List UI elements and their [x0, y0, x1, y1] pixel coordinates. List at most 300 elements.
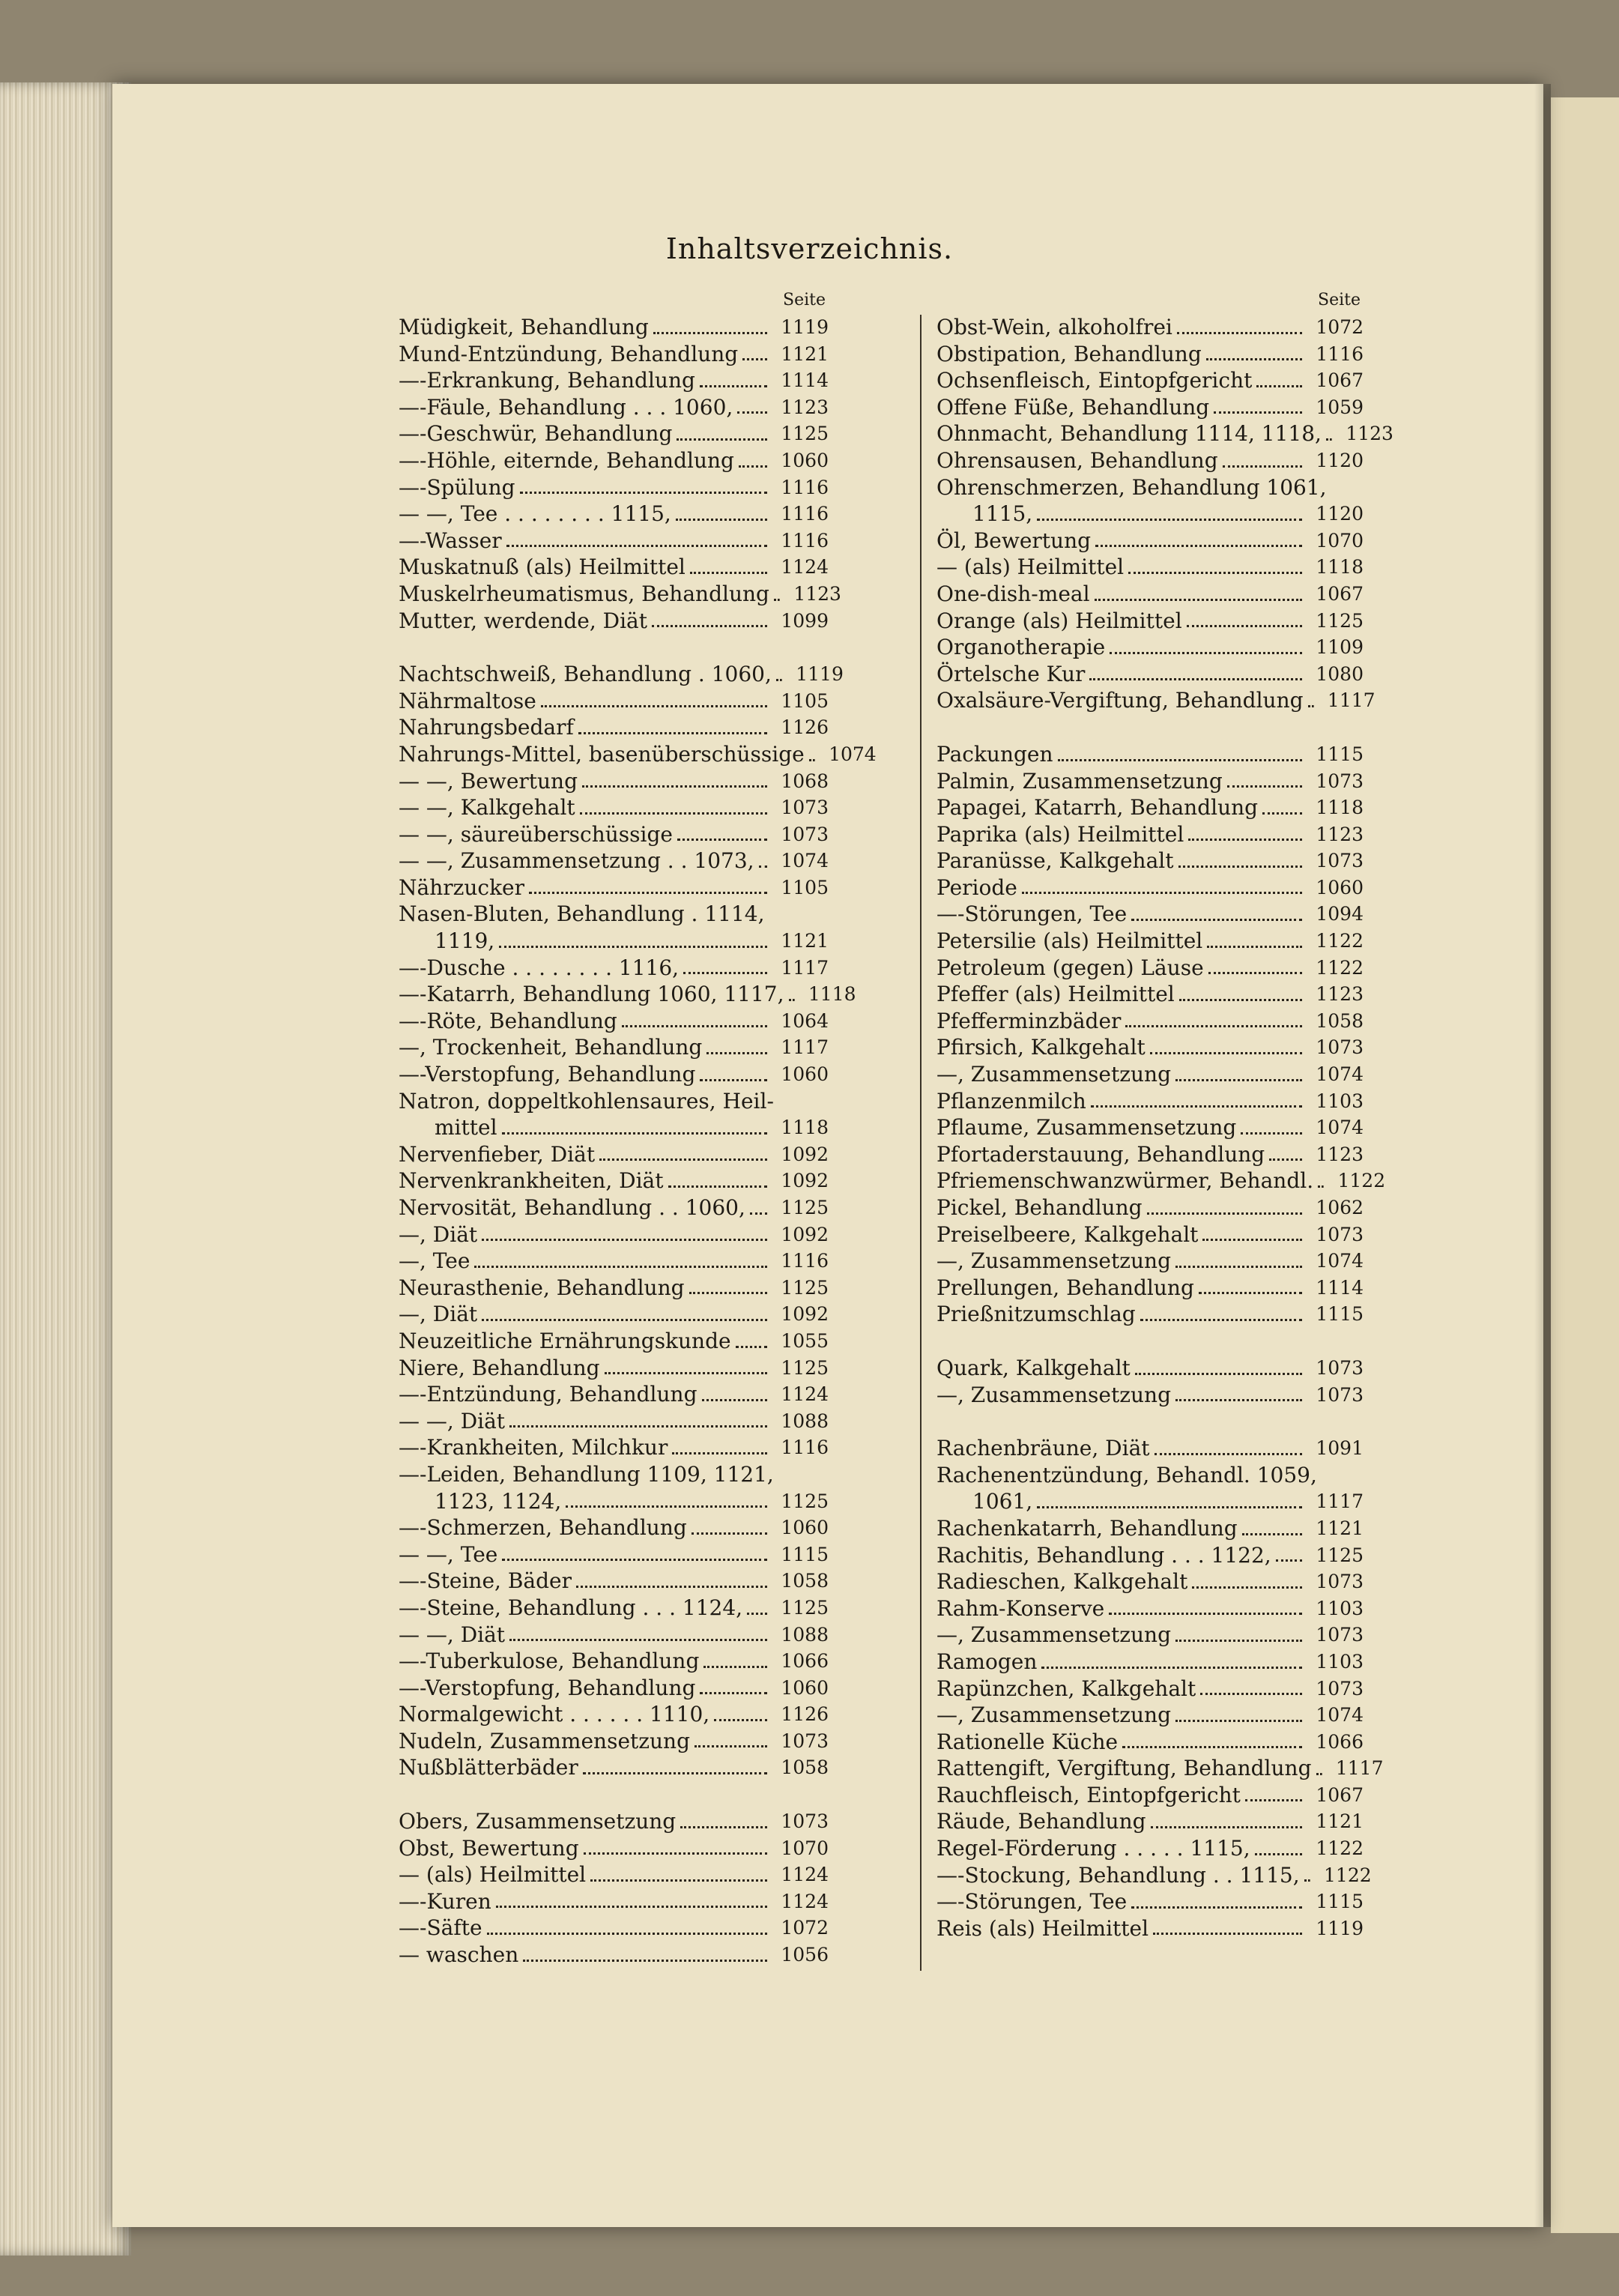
dot-leader: [1308, 705, 1314, 707]
page-number: 1092: [781, 1143, 829, 1165]
index-entry: [399, 1942, 829, 1969]
index-term: Nußblätterbäder: [399, 1755, 578, 1780]
index-term: Örtelsche Kur: [936, 661, 1086, 686]
page-number: 1074: [1316, 1250, 1364, 1272]
dot-leader: [1175, 1399, 1302, 1401]
index-term: —-Wasser: [399, 528, 502, 553]
index-term: Pfefferminzbäder: [936, 1008, 1122, 1033]
index-term: Prießnitzumschlag: [936, 1302, 1136, 1327]
dot-leader: [541, 705, 767, 707]
index-term: Pflaume, Zusammensetzung: [936, 1115, 1237, 1141]
index-entry: [936, 1515, 1364, 1542]
index-entry: [936, 1542, 1364, 1569]
dot-leader: [584, 1852, 767, 1855]
dot-leader: [700, 1692, 767, 1694]
dot-leader: [689, 1292, 767, 1294]
index-term: Normalgewicht . . . . . . 1110,: [399, 1702, 710, 1727]
index-term: Paranüsse, Kalkgehalt: [936, 848, 1174, 874]
page-number: 1126: [781, 1703, 829, 1726]
page-number: 1117: [781, 956, 829, 979]
page-number: 1124: [781, 1890, 829, 1912]
page-number: 1088: [781, 1410, 829, 1432]
index-term: — —, Diät: [399, 1408, 506, 1434]
index-term: Niere, Behandlung: [399, 1355, 600, 1380]
index-entry: [399, 554, 829, 581]
index-entry: [936, 1034, 1364, 1061]
index-entry: [936, 661, 1364, 688]
dot-leader: [1179, 999, 1302, 1001]
index-term: Nährmaltose: [399, 688, 536, 713]
page-number: 1060: [781, 1063, 829, 1086]
dot-leader: [742, 358, 767, 360]
dot-leader: [809, 759, 815, 761]
index-entry: [399, 1061, 829, 1088]
page-number: 1115: [1316, 1891, 1364, 1913]
dot-leader: [1206, 358, 1302, 360]
index-entry: [399, 1622, 829, 1649]
index-entry: [399, 1328, 829, 1355]
index-entry: [399, 714, 829, 741]
dot-leader: [482, 1239, 767, 1241]
dot-leader: [1095, 545, 1302, 547]
dot-leader: [1214, 411, 1302, 414]
index-entry: [399, 955, 829, 982]
index-term: Pfortaderstauung, Behandlung: [936, 1141, 1265, 1167]
dot-leader: [1175, 1640, 1302, 1642]
page-number: 1122: [1337, 1170, 1386, 1192]
dot-leader: [747, 1613, 767, 1615]
dot-leader: [1095, 599, 1302, 601]
page-number: 1124: [781, 556, 829, 578]
dot-leader: [1110, 652, 1302, 654]
dot-leader: [1175, 1266, 1302, 1268]
index-term: Preiselbeere, Kalkgehalt: [936, 1221, 1199, 1247]
index-term: Neuzeitliche Ernährungskunde: [399, 1328, 731, 1353]
index-term: —-Stockung, Behandlung . . 1115,: [936, 1862, 1300, 1888]
index-entry: [399, 1221, 829, 1248]
index-term: —, Zusammensetzung: [936, 1382, 1171, 1407]
index-entry: [936, 1167, 1386, 1194]
index-term: Petroleum (gegen) Läuse: [936, 955, 1204, 980]
index-term: Oxalsäure-Vergiftung, Behandlung: [936, 688, 1304, 713]
index-entry: [399, 794, 829, 821]
index-entry: [936, 848, 1364, 874]
dot-leader: [737, 411, 767, 414]
page-column-label: Seite: [1318, 291, 1361, 309]
index-entry: [399, 501, 829, 528]
index-entry: [399, 1434, 829, 1461]
index-entry: [399, 1141, 829, 1168]
dot-leader: [1255, 1853, 1302, 1855]
index-term: Ramogen: [936, 1649, 1038, 1674]
page-number: 1094: [1316, 903, 1364, 925]
index-entry: [936, 1355, 1364, 1382]
index-term: 1061,: [972, 1489, 1033, 1514]
dot-leader: [499, 946, 767, 948]
index-term: —-Leiden, Behandlung 1109, 1121,: [399, 1461, 774, 1487]
index-entry: [936, 901, 1364, 928]
dot-leader: [680, 1826, 767, 1828]
index-entry: [399, 1835, 829, 1862]
page-number: 1121: [781, 342, 829, 365]
index-entry: [936, 1114, 1364, 1141]
index-term: Petersilie (als) Heilmittel: [936, 928, 1203, 954]
index-term: —-Steine, Bäder: [399, 1568, 572, 1594]
index-term: Orange (als) Heilmittel: [936, 608, 1182, 633]
index-term: — (als) Heilmittel: [399, 1862, 587, 1888]
dot-leader: [706, 1052, 767, 1054]
dot-leader: [652, 625, 767, 627]
index-column-left: [399, 291, 877, 1969]
index-entry: [936, 581, 1364, 608]
dot-leader: [694, 1745, 767, 1747]
dot-leader: [1245, 1799, 1302, 1801]
book-page-edges: [0, 82, 131, 2256]
index-term: —, Zusammensetzung: [936, 1622, 1171, 1648]
dot-leader: [509, 1425, 767, 1428]
page-number: 1115: [781, 1543, 829, 1565]
index-entry: [399, 581, 841, 608]
dot-leader: [622, 1025, 767, 1027]
page-number: 1123: [1346, 423, 1393, 445]
index-term: —, Zusammensetzung: [936, 1062, 1171, 1087]
page-number: 1073: [1316, 1571, 1364, 1593]
index-entry: [399, 821, 829, 848]
index-entry: [936, 794, 1364, 821]
index-entry: [936, 1755, 1384, 1782]
index-term: Räude, Behandlung: [936, 1809, 1146, 1834]
index-term: —-Katarrh, Behandlung 1060, 1117,: [399, 982, 784, 1007]
page-number: 1073: [781, 1810, 829, 1833]
page-number: 1114: [781, 369, 829, 392]
dot-leader: [605, 1372, 767, 1374]
index-entry: [936, 687, 1376, 714]
page-number: 1060: [781, 449, 829, 471]
spine-shadow: [1534, 84, 1551, 2227]
index-entry: [936, 1888, 1364, 1915]
index-term: 1123, 1124,: [435, 1488, 562, 1514]
index-term: —-Fäule, Behandlung . . . 1060,: [399, 394, 733, 420]
page-number: 1068: [781, 770, 829, 792]
index-term: —-Kuren: [399, 1888, 491, 1914]
dot-leader: [1316, 1773, 1322, 1775]
page-number: 1116: [1316, 342, 1364, 365]
index-entry: [936, 1435, 1364, 1462]
index-term: Rapünzchen, Kalkgehalt: [936, 1676, 1196, 1701]
index-entry: [936, 1008, 1364, 1035]
page-number: 1119: [781, 316, 829, 338]
page-number: 1099: [781, 609, 829, 632]
page-number: 1115: [1316, 743, 1364, 765]
dot-leader: [523, 1960, 767, 1962]
index-term: Obstipation, Behandlung: [936, 341, 1202, 366]
index-entry: [399, 1194, 829, 1221]
dot-leader: [1022, 892, 1302, 894]
index-term: —, Trockenheit, Behandlung: [399, 1035, 703, 1060]
dot-leader: [1131, 1906, 1302, 1909]
index-term: Pfriemenschwanzwürmer, Behandl.: [936, 1168, 1314, 1194]
dot-leader: [520, 492, 767, 494]
dot-leader: [566, 1505, 767, 1508]
index-entry: [399, 768, 829, 795]
dot-leader: [1242, 1533, 1302, 1535]
index-term: Ochsenfleisch, Eintopfgericht: [936, 368, 1253, 393]
index-term: Rahm-Konserve: [936, 1595, 1105, 1621]
index-term: Nährzucker: [399, 874, 524, 900]
index-term: — —, Bewertung: [399, 768, 578, 794]
index-term: —-Störungen, Tee: [936, 1889, 1128, 1915]
dot-leader: [1037, 519, 1302, 521]
dot-leader: [1041, 1667, 1302, 1669]
page-number: 1118: [1316, 797, 1364, 819]
index-entry: [399, 420, 829, 447]
index-entry: [399, 1568, 829, 1595]
index-term: —-Spülung: [399, 474, 515, 500]
index-term: Obst, Bewertung: [399, 1835, 579, 1861]
page-number: 1125: [781, 1356, 829, 1379]
dot-leader: [736, 1346, 767, 1348]
section-gap: [936, 1408, 1364, 1435]
dot-leader: [1150, 1052, 1302, 1054]
index-entry: [936, 1061, 1364, 1088]
index-term: One-dish-meal: [936, 581, 1090, 606]
index-term: —-Röte, Behandlung: [399, 1008, 617, 1033]
page-number: 1059: [1316, 396, 1364, 418]
index-entry: [399, 1648, 829, 1675]
page-number: 1116: [781, 476, 829, 498]
page-number: 1105: [781, 689, 829, 712]
index-entry: [399, 1754, 829, 1781]
index-entry: [399, 1008, 829, 1035]
page-number: 1062: [1316, 1197, 1364, 1218]
index-term: Quark, Kalkgehalt: [936, 1355, 1131, 1380]
dot-leader: [700, 385, 767, 387]
index-term: Nachtschweiß, Behandlung . 1060,: [399, 662, 772, 687]
index-term: Ohrensausen, Behandlung: [936, 447, 1218, 473]
dot-leader: [1135, 1373, 1302, 1375]
page-number: 1092: [781, 1223, 829, 1245]
index-entry: [399, 394, 829, 421]
page-number: 1121: [781, 930, 829, 952]
page-number: 1074: [1316, 1704, 1364, 1726]
dot-leader: [759, 865, 767, 868]
dot-leader: [1223, 465, 1302, 468]
page-number: 1066: [781, 1650, 829, 1673]
page-number: 1125: [781, 423, 829, 445]
dot-leader: [1199, 1292, 1302, 1294]
page-number: 1060: [1316, 876, 1364, 898]
index-entry: [399, 901, 829, 928]
page-number: 1064: [781, 1009, 829, 1032]
index-entry: [936, 928, 1364, 955]
page-number: 1091: [1316, 1437, 1364, 1460]
dot-leader: [506, 545, 767, 547]
dot-leader: [529, 892, 767, 894]
index-term: Natron, doppeltkohlensaures, Heil-: [399, 1088, 774, 1114]
page-number: 1073: [1316, 850, 1364, 872]
dot-leader: [1125, 1025, 1302, 1027]
page-number: 1058: [781, 1756, 829, 1779]
index-entry: [936, 1382, 1364, 1409]
page-number: 1072: [1316, 316, 1364, 338]
dot-leader: [580, 812, 767, 815]
page-number: 1114: [1316, 1276, 1364, 1299]
index-term: —-Geschwür, Behandlung: [399, 421, 673, 447]
dot-leader: [1131, 919, 1302, 921]
page-number: 1117: [1335, 1757, 1384, 1780]
dot-leader: [677, 839, 767, 841]
index-entry: [936, 634, 1364, 661]
page-number: 1122: [1316, 1837, 1364, 1860]
page-number: 1125: [1316, 1544, 1364, 1566]
index-term: Muskatnuß (als) Heilmittel: [399, 555, 686, 580]
index-entry: [936, 447, 1364, 474]
index-entry: [936, 528, 1364, 555]
index-entry: [399, 314, 829, 341]
index-entry: [399, 1355, 829, 1382]
page-number: 1122: [1324, 1864, 1372, 1886]
page-number: 1058: [1316, 1009, 1364, 1032]
index-term: Rachitis, Behandlung . . . 1122,: [936, 1542, 1271, 1568]
index-term: —-Erkrankung, Behandlung: [399, 368, 695, 393]
page-number: 1103: [1316, 1597, 1364, 1619]
index-entry: [936, 314, 1364, 341]
page-number: 1118: [1316, 556, 1364, 578]
page-number: 1074: [1316, 1117, 1364, 1139]
index-term: Regel-Förderung . . . . . 1115,: [936, 1836, 1250, 1861]
page-number: 1067: [1316, 369, 1364, 392]
index-entry: [936, 955, 1364, 982]
index-entry: [399, 848, 829, 874]
facing-page-edge: [1551, 97, 1619, 2233]
dot-leader: [1207, 946, 1302, 948]
page-number: 1116: [781, 1436, 829, 1459]
index-entry: [936, 1595, 1364, 1622]
dot-leader: [1128, 572, 1302, 574]
index-term: Ohrenschmerzen, Behandlung 1061,: [936, 474, 1327, 500]
index-entry: [399, 1675, 829, 1702]
dot-leader: [1188, 839, 1302, 841]
page-number: 1056: [781, 1944, 829, 1966]
index-term: Ohnmacht, Behandlung 1114, 1118,: [936, 421, 1322, 447]
index-entry: [936, 474, 1364, 501]
index-term: — waschen: [399, 1942, 519, 1968]
dot-leader: [578, 732, 767, 734]
dot-leader: [1187, 625, 1302, 627]
page-number: 1123: [793, 582, 841, 605]
index-entry: [399, 1701, 829, 1728]
index-entry: [936, 1488, 1364, 1515]
index-entry: [936, 1649, 1364, 1676]
page-number: 1119: [796, 663, 844, 686]
dot-leader: [1153, 1933, 1302, 1935]
page-number: 1123: [1316, 1143, 1364, 1165]
index-entry: [399, 474, 829, 501]
page-number: 1058: [781, 1570, 829, 1592]
page-number: 1073: [1316, 1036, 1364, 1059]
dot-leader: [683, 972, 767, 974]
index-term: — —, Tee . . . . . . . . 1115,: [399, 501, 671, 527]
index-term: — —, Tee: [399, 1541, 498, 1567]
index-entry: [936, 1301, 1364, 1328]
page-number: 1072: [781, 1917, 829, 1939]
index-entry: [936, 981, 1364, 1008]
index-term: Nervosität, Behandlung . . 1060,: [399, 1195, 745, 1220]
page-number: 1115: [1316, 1303, 1364, 1326]
dot-leader: [714, 1719, 767, 1721]
page-column-label: Seite: [783, 291, 826, 309]
dot-leader: [1175, 1720, 1302, 1722]
index-entry: [399, 341, 829, 368]
index-term: Müdigkeit, Behandlung: [399, 315, 649, 339]
index-term: Rattengift, Vergiftung, Behandlung: [936, 1756, 1312, 1781]
page-number: 1125: [781, 1197, 829, 1218]
index-term: —-Höhle, eiternde, Behandlung: [399, 447, 734, 473]
index-term: Offene Füße, Behandlung: [936, 394, 1210, 420]
section-gap: [399, 1781, 829, 1808]
page-number: 1103: [1316, 1090, 1364, 1112]
index-term: —, Tee: [399, 1248, 470, 1274]
dot-leader: [502, 1132, 767, 1135]
dot-leader: [1262, 812, 1302, 815]
index-entry: [399, 688, 829, 715]
index-term: —, Diät: [399, 1302, 478, 1327]
page-number: 1088: [781, 1623, 829, 1646]
dot-leader: [653, 332, 767, 334]
dot-leader: [583, 1772, 767, 1774]
dot-leader: [1122, 1746, 1302, 1748]
index-entry: [399, 1461, 829, 1488]
index-term: Nahrungsbedarf: [399, 715, 574, 740]
index-entry: [399, 1034, 829, 1061]
index-term: —-Schmerzen, Behandlung: [399, 1515, 687, 1541]
page-number: 1092: [781, 1170, 829, 1192]
index-term: —-Verstopfung, Behandlung: [399, 1675, 696, 1700]
page-number: 1125: [1316, 609, 1364, 632]
page-number: 1067: [1316, 1783, 1364, 1806]
page-number: 1119: [1316, 1917, 1364, 1939]
index-term: 1115,: [972, 501, 1033, 527]
index-term: —-Entzündung, Behandlung: [399, 1382, 697, 1407]
index-term: —-Störungen, Tee: [936, 901, 1128, 927]
index-entry: [936, 741, 1364, 768]
page-number: 1060: [781, 1517, 829, 1539]
index-term: Rauchfleisch, Eintopfgericht: [936, 1782, 1241, 1807]
page-number: 1105: [781, 876, 829, 898]
page-number: 1117: [1327, 689, 1376, 712]
index-term: Reis (als) Heilmittel: [936, 1915, 1149, 1941]
dot-leader: [590, 1879, 767, 1882]
index-entry: [399, 1488, 829, 1515]
index-term: —, Zusammensetzung: [936, 1703, 1171, 1728]
dot-leader: [1276, 1559, 1302, 1562]
index-entry: [936, 1915, 1364, 1942]
page-number: 1073: [1316, 1356, 1364, 1379]
index-entry: [399, 1381, 829, 1408]
index-term: — —, säureüberschüssige: [399, 821, 673, 847]
index-entry: [936, 1221, 1364, 1248]
index-term: —-Krankheiten, Milchkur: [399, 1435, 668, 1460]
index-term: Öl, Bewertung: [936, 528, 1092, 553]
index-term: —-Steine, Behandlung . . . 1124,: [399, 1595, 743, 1620]
index-term: Rachenkatarrh, Behandlung: [936, 1515, 1238, 1541]
index-term: Palmin, Zusammensetzung: [936, 768, 1223, 794]
index-entry: [936, 501, 1364, 528]
dot-leader: [1202, 1239, 1302, 1241]
dot-leader: [1155, 1453, 1302, 1455]
index-term: Rationelle Küche: [936, 1729, 1119, 1754]
index-term: Periode: [936, 874, 1017, 900]
